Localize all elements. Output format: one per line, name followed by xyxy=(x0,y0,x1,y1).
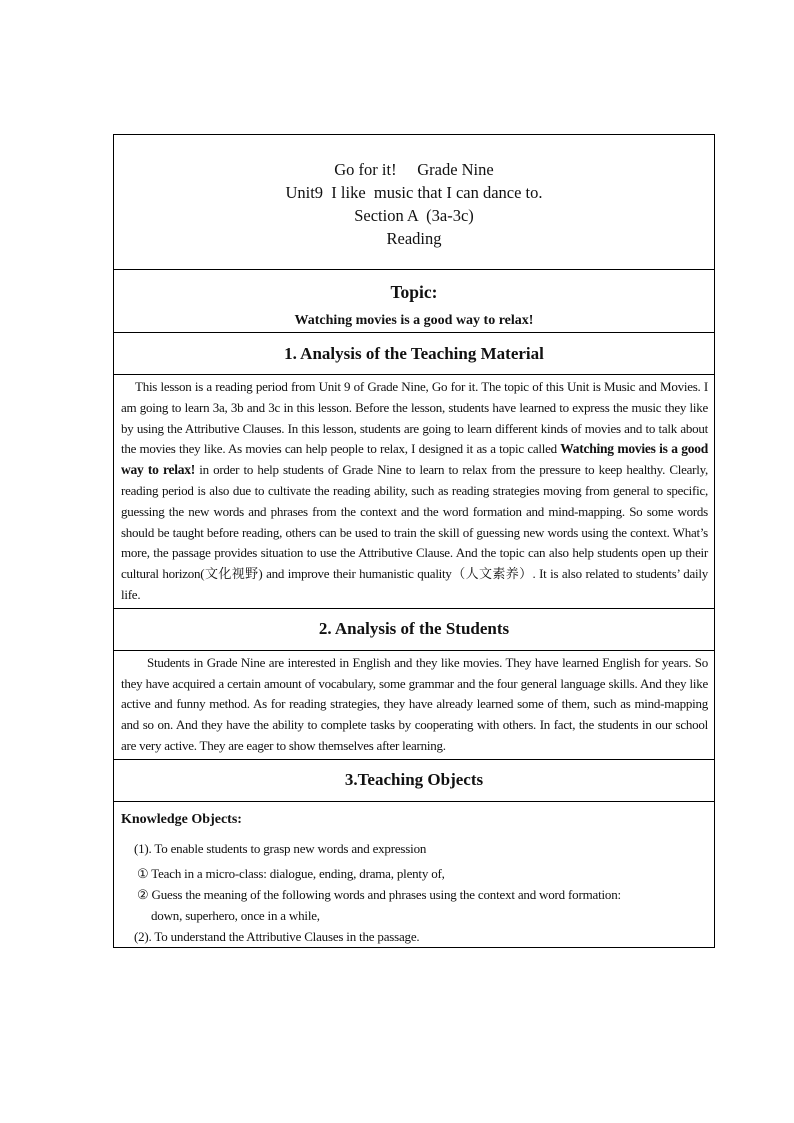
section2-paragraph xyxy=(114,651,714,760)
objective-item-2: (2). To understand the Attributive Clauses in the passage. xyxy=(134,928,420,944)
topic-block xyxy=(114,270,714,333)
knowledge-objects-heading: Knowledge Objects: xyxy=(121,811,242,827)
objective-item-1: (1). To enable students to grasp new words and expression xyxy=(134,840,427,856)
title-line-type: Reading xyxy=(386,229,442,248)
section1-text-before: This lesson is a reading period from Unit 9 of Grade Nine, Go for it. The topic of this Unit is Music and Movies. I am going to learn 3a, 3b and 3c in this lesson. Before the lesson, students have learned to express the music they like by using the Attributive Clauses. In this lesson, students are going to learn different kinds of movies and to talk about the movies they like. As movies can help people to relax, I designed it as a topic called xyxy=(121,379,708,457)
topic-text: Watching movies is a good way to relax! xyxy=(294,313,534,328)
section2-heading: 2. Analysis of the Students xyxy=(114,609,714,651)
title-line-section: Section A (3a-3c) xyxy=(354,206,474,225)
topic-heading: Topic: xyxy=(390,282,438,302)
section2-text: Students in Grade Nine are interested in English and they like movies. They have learned English for years. So they have acquired a certain amount of vocabulary, some grammar and the four general language skills. And they like active and funny method. As for reading strategies, they have already learned some of them, such as mind-mapping and so on. And they have the ability to complete tasks by cooperating with others. In fact, the students in our school are very active. They are eager to show themselves after learning. xyxy=(121,654,708,753)
lesson-plan-table xyxy=(113,134,715,948)
title-line-unit: Unit9 I like music that I can dance to. xyxy=(285,183,543,202)
title-block xyxy=(114,135,714,270)
knowledge-objects xyxy=(114,802,714,947)
section1-text-bold: Watching movies is a good way to relax! xyxy=(121,441,709,478)
section1-heading: 1. Analysis of the Teaching Material xyxy=(114,333,714,375)
title-line-course: Go for it! Grade Nine xyxy=(334,160,494,179)
section1-paragraph xyxy=(114,375,714,609)
objective-item-1a: ① Teach in a micro-class: dialogue, ending, drama, plenty of, xyxy=(137,865,445,881)
section1-text-after: in order to help students of Grade Nine to learn to relax from the pressure to keep healthy. Clearly, reading period is also due to cultivate the reading ability, such as reading strategies moving from general to specific, guessing the new words and phrases from the context and the word formation and mind-mapping. So some words should be taught before reading, others can be used to train the skill of guessing new words using the context. What’s more, the passage provides situation to use the Attributive Clause. And the topic can also help students open up their cultural horizon(文化视野) and improve their humanistic quality（人文素养）. It is also related to students’ daily life. xyxy=(121,462,708,602)
objective-item-1b: ② Guess the meaning of the following words and phrases using the context and word formation: xyxy=(137,886,621,902)
section3-heading: 3.Teaching Objects xyxy=(114,760,714,802)
objective-item-1b-continued: down, superhero, once in a while, xyxy=(151,907,320,923)
